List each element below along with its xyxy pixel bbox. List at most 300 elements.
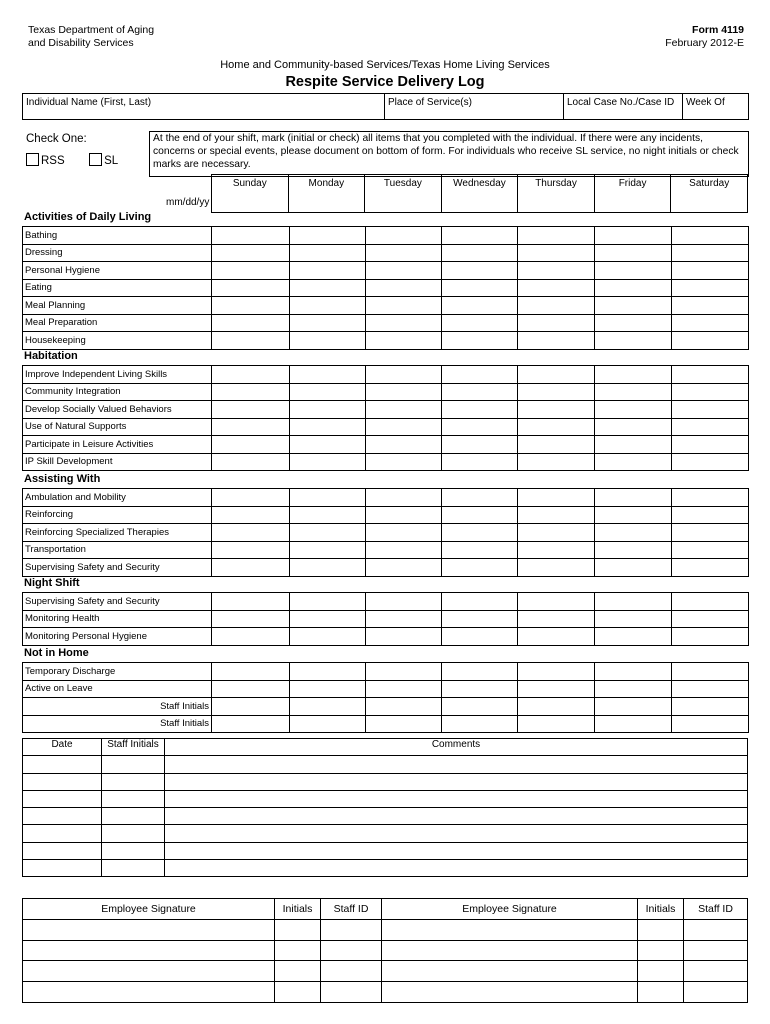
- comment-row: [23, 756, 748, 773]
- day-entry-cell[interactable]: [518, 453, 595, 471]
- day-entry-cell[interactable]: [672, 262, 749, 280]
- day-entry-cell[interactable]: [672, 715, 749, 733]
- signature-cell[interactable]: [382, 961, 638, 982]
- initials-header-2: Initials: [638, 899, 684, 920]
- comment-initials-cell[interactable]: [102, 790, 165, 807]
- day-entry-cell[interactable]: [595, 489, 672, 507]
- day-entry-cell[interactable]: [595, 506, 672, 524]
- activity-row: [23, 279, 749, 297]
- agency-line-1: Texas Department of Aging: [28, 24, 155, 36]
- day-entry-cell[interactable]: [366, 297, 442, 315]
- day-entry-cell[interactable]: [595, 244, 672, 262]
- comment-initials-cell[interactable]: [102, 825, 165, 842]
- day-entry-cell[interactable]: [290, 262, 366, 280]
- day-entry-cell[interactable]: [442, 262, 518, 280]
- day-entry-cell[interactable]: [518, 227, 595, 245]
- activity-label: IP Skill Development: [23, 453, 212, 471]
- comment-date-cell[interactable]: [23, 773, 102, 790]
- comment-initials-cell[interactable]: [102, 808, 165, 825]
- day-entry-cell[interactable]: [366, 680, 442, 698]
- comment-initials-cell[interactable]: [102, 842, 165, 859]
- day-entry-cell[interactable]: [672, 698, 749, 716]
- day-entry-cell[interactable]: [595, 418, 672, 436]
- day-entry-cell[interactable]: [442, 628, 518, 646]
- day-entry-cell[interactable]: [366, 593, 442, 611]
- activity-row: [23, 366, 749, 384]
- day-entry-cell[interactable]: [518, 524, 595, 542]
- day-entry-cell[interactable]: [518, 680, 595, 698]
- initials-cell[interactable]: [275, 919, 321, 940]
- comment-initials-cell[interactable]: [102, 773, 165, 790]
- day-entry-cell[interactable]: [672, 401, 749, 419]
- day-entry-cell[interactable]: [518, 559, 595, 577]
- day-entry-cell[interactable]: [290, 610, 366, 628]
- day-entry-cell[interactable]: [366, 418, 442, 436]
- day-entry-cell[interactable]: [290, 698, 366, 716]
- day-entry-cell[interactable]: [212, 244, 290, 262]
- day-entry-cell[interactable]: [212, 559, 290, 577]
- day-entry-cell[interactable]: [366, 628, 442, 646]
- initials-cell[interactable]: [275, 961, 321, 982]
- day-entry-cell[interactable]: [442, 227, 518, 245]
- sl-option[interactable]: [89, 155, 118, 167]
- staff-id-header-1: Staff ID: [321, 899, 382, 920]
- form-date: February 2012-E: [665, 37, 744, 49]
- day-entry-cell[interactable]: [290, 401, 366, 419]
- day-entry-cell[interactable]: [212, 453, 290, 471]
- day-entry-cell[interactable]: [290, 541, 366, 559]
- day-entry-cell[interactable]: [672, 489, 749, 507]
- day-entry-cell[interactable]: [518, 297, 595, 315]
- day-entry-cell[interactable]: [212, 489, 290, 507]
- comment-date-cell[interactable]: [23, 808, 102, 825]
- day-entry-cell[interactable]: [290, 524, 366, 542]
- day-entry-cell[interactable]: [595, 610, 672, 628]
- day-entry-cell[interactable]: [672, 506, 749, 524]
- initials-cell[interactable]: [638, 940, 684, 961]
- signature-cell[interactable]: [23, 961, 275, 982]
- day-entry-cell[interactable]: [442, 366, 518, 384]
- day-entry-cell[interactable]: [442, 715, 518, 733]
- day-entry-cell[interactable]: [595, 593, 672, 611]
- day-entry-cell[interactable]: [672, 628, 749, 646]
- day-entry-cell[interactable]: [442, 541, 518, 559]
- day-entry-cell[interactable]: [595, 436, 672, 454]
- comment-text-cell[interactable]: [165, 756, 748, 773]
- day-entry-cell[interactable]: [595, 663, 672, 681]
- day-entry-cell[interactable]: [366, 610, 442, 628]
- day-entry-cell[interactable]: [290, 680, 366, 698]
- day-entry-cell[interactable]: [366, 401, 442, 419]
- day-entry-cell[interactable]: [366, 524, 442, 542]
- day-entry-cell[interactable]: [366, 663, 442, 681]
- day-entry-cell[interactable]: [595, 297, 672, 315]
- day-entry-cell[interactable]: [366, 366, 442, 384]
- day-entry-cell[interactable]: [366, 489, 442, 507]
- day-entry-cell[interactable]: [290, 279, 366, 297]
- day-entry-cell[interactable]: [518, 663, 595, 681]
- day-entry-cell[interactable]: [366, 715, 442, 733]
- employee-signature-header-2: Employee Signature: [382, 899, 638, 920]
- day-entry-cell[interactable]: [442, 524, 518, 542]
- day-entry-cell[interactable]: [290, 366, 366, 384]
- day-saturday[interactable]: Saturday: [671, 175, 748, 213]
- activity-label: Housekeeping: [23, 332, 212, 350]
- activity-row: [23, 332, 749, 350]
- day-entry-cell[interactable]: [518, 506, 595, 524]
- night-shift-grid: [22, 592, 749, 646]
- day-entry-cell[interactable]: [672, 453, 749, 471]
- day-entry-cell[interactable]: [212, 698, 290, 716]
- section-title-assisting: Assisting With: [24, 473, 101, 485]
- day-entry-cell[interactable]: [290, 715, 366, 733]
- day-entry-cell[interactable]: [212, 541, 290, 559]
- day-entry-cell[interactable]: [518, 332, 595, 350]
- activity-label: Bathing: [23, 227, 212, 245]
- sl-label: SL: [104, 155, 119, 167]
- day-thursday[interactable]: Thursday: [518, 175, 595, 213]
- staff-id-header-2: Staff ID: [684, 899, 748, 920]
- day-entry-cell[interactable]: [595, 279, 672, 297]
- day-entry-cell[interactable]: [672, 279, 749, 297]
- comment-date-cell[interactable]: [23, 825, 102, 842]
- day-entry-cell[interactable]: [518, 401, 595, 419]
- day-entry-cell[interactable]: [366, 279, 442, 297]
- rss-checkbox[interactable]: [26, 153, 39, 166]
- day-entry-cell[interactable]: [442, 680, 518, 698]
- day-entry-cell[interactable]: [366, 506, 442, 524]
- day-entry-cell[interactable]: [290, 418, 366, 436]
- day-header-table: [211, 174, 748, 213]
- day-entry-cell[interactable]: [595, 332, 672, 350]
- staff-id-cell[interactable]: [321, 961, 382, 982]
- day-entry-cell[interactable]: [290, 559, 366, 577]
- signature-cell[interactable]: [382, 982, 638, 1003]
- day-entry-cell[interactable]: [366, 332, 442, 350]
- activity-row: [23, 436, 749, 454]
- activity-row: [23, 593, 749, 611]
- signature-cell[interactable]: [382, 919, 638, 940]
- day-entry-cell[interactable]: [366, 227, 442, 245]
- employee-signature-header-1: Employee Signature: [23, 899, 275, 920]
- day-entry-cell[interactable]: [672, 227, 749, 245]
- day-entry-cell[interactable]: [672, 663, 749, 681]
- day-entry-cell[interactable]: [595, 559, 672, 577]
- day-entry-cell[interactable]: [672, 383, 749, 401]
- day-entry-cell[interactable]: [366, 453, 442, 471]
- day-entry-cell[interactable]: [212, 383, 290, 401]
- day-entry-cell[interactable]: [518, 541, 595, 559]
- day-entry-cell[interactable]: [212, 506, 290, 524]
- activity-label: Active on Leave: [23, 680, 212, 698]
- activity-row: [23, 663, 749, 681]
- day-entry-cell[interactable]: [518, 489, 595, 507]
- signature-cell[interactable]: [23, 982, 275, 1003]
- activity-row: [23, 628, 749, 646]
- day-entry-cell[interactable]: [442, 593, 518, 611]
- comment-date-cell[interactable]: [23, 842, 102, 859]
- comments-table: [22, 738, 748, 877]
- signature-row: [23, 919, 748, 940]
- activity-label: Participate in Leisure Activities: [23, 436, 212, 454]
- individual-name-field[interactable]: [23, 94, 385, 120]
- activity-row: [23, 401, 749, 419]
- staff-id-cell[interactable]: [684, 940, 748, 961]
- activity-label: Staff Initials: [23, 698, 212, 716]
- day-entry-cell[interactable]: [672, 593, 749, 611]
- not-in-home-grid: [22, 662, 749, 733]
- day-entry-cell[interactable]: [672, 418, 749, 436]
- day-entry-cell[interactable]: [672, 610, 749, 628]
- place-of-service-field[interactable]: [385, 94, 564, 120]
- day-entry-cell[interactable]: [290, 314, 366, 332]
- day-entry-cell[interactable]: [442, 436, 518, 454]
- staff-id-cell[interactable]: [321, 982, 382, 1003]
- day-entry-cell[interactable]: [595, 680, 672, 698]
- day-entry-cell[interactable]: [212, 524, 290, 542]
- day-entry-cell[interactable]: [518, 366, 595, 384]
- day-entry-cell[interactable]: [672, 366, 749, 384]
- activity-row: [23, 524, 749, 542]
- comments-initials-header: Staff Initials: [102, 739, 165, 756]
- activity-row: [23, 610, 749, 628]
- day-entry-cell[interactable]: [442, 332, 518, 350]
- day-entry-cell[interactable]: [442, 559, 518, 577]
- day-entry-cell[interactable]: [366, 559, 442, 577]
- day-entry-cell[interactable]: [290, 593, 366, 611]
- day-entry-cell[interactable]: [672, 297, 749, 315]
- day-entry-cell[interactable]: [442, 279, 518, 297]
- date-format-label: mm/dd/yy: [166, 197, 210, 208]
- initials-cell[interactable]: [638, 982, 684, 1003]
- day-entry-cell[interactable]: [442, 383, 518, 401]
- habitation-grid: [22, 365, 749, 471]
- day-entry-cell[interactable]: [595, 383, 672, 401]
- initials-cell[interactable]: [275, 940, 321, 961]
- day-entry-cell[interactable]: [212, 366, 290, 384]
- activity-label: Supervising Safety and Security: [23, 593, 212, 611]
- activity-row: [23, 314, 749, 332]
- day-entry-cell[interactable]: [366, 244, 442, 262]
- day-entry-cell[interactable]: [518, 715, 595, 733]
- instructions-box: At the end of your shift, mark (initial or check) all items that you completed with the individual. If there were any incidents, concerns or special events, please document on bottom of form. For individuals who receive SL service, no night initials or check marks are necessary.: [149, 131, 749, 177]
- signature-cell[interactable]: [23, 940, 275, 961]
- comment-text-cell[interactable]: [165, 842, 748, 859]
- day-entry-cell[interactable]: [442, 453, 518, 471]
- day-entry-cell[interactable]: [672, 680, 749, 698]
- day-friday[interactable]: Friday: [594, 175, 671, 213]
- activity-row: [23, 383, 749, 401]
- day-entry-cell[interactable]: [442, 401, 518, 419]
- comment-text-cell[interactable]: [165, 790, 748, 807]
- form-number: Form 4119: [692, 24, 744, 36]
- form-identifier: [665, 24, 744, 50]
- sl-checkbox[interactable]: [89, 153, 102, 166]
- day-entry-cell[interactable]: [672, 524, 749, 542]
- comment-row: [23, 790, 748, 807]
- day-entry-cell[interactable]: [442, 314, 518, 332]
- activity-row: [23, 418, 749, 436]
- activity-label: Ambulation and Mobility: [23, 489, 212, 507]
- initials-cell[interactable]: [275, 982, 321, 1003]
- day-entry-cell[interactable]: [595, 366, 672, 384]
- day-entry-cell[interactable]: [290, 506, 366, 524]
- activity-row: [23, 489, 749, 507]
- day-entry-cell[interactable]: [212, 680, 290, 698]
- day-entry-cell[interactable]: [290, 663, 366, 681]
- day-entry-cell[interactable]: [212, 314, 290, 332]
- comment-initials-cell[interactable]: [102, 756, 165, 773]
- initials-cell[interactable]: [638, 961, 684, 982]
- activity-row: [23, 715, 749, 733]
- day-entry-cell[interactable]: [366, 436, 442, 454]
- activity-label: Personal Hygiene: [23, 262, 212, 280]
- day-entry-cell[interactable]: [442, 506, 518, 524]
- activity-label: Community Integration: [23, 383, 212, 401]
- day-entry-cell[interactable]: [290, 453, 366, 471]
- day-entry-cell[interactable]: [442, 610, 518, 628]
- day-entry-cell[interactable]: [442, 244, 518, 262]
- staff-id-cell[interactable]: [684, 961, 748, 982]
- comment-text-cell[interactable]: [165, 860, 748, 877]
- day-entry-cell[interactable]: [595, 314, 672, 332]
- day-entry-cell[interactable]: [518, 244, 595, 262]
- day-entry-cell[interactable]: [518, 593, 595, 611]
- day-entry-cell[interactable]: [442, 663, 518, 681]
- initials-cell[interactable]: [638, 919, 684, 940]
- day-entry-cell[interactable]: [595, 541, 672, 559]
- signature-row: [23, 961, 748, 982]
- day-monday[interactable]: Monday: [288, 175, 365, 213]
- form-subtitle: Home and Community-based Services/Texas Home Living Services: [220, 59, 550, 71]
- case-id-field[interactable]: [564, 94, 683, 120]
- day-entry-cell[interactable]: [442, 297, 518, 315]
- comment-initials-cell[interactable]: [102, 860, 165, 877]
- day-entry-cell[interactable]: [212, 593, 290, 611]
- day-entry-cell[interactable]: [595, 715, 672, 733]
- staff-id-cell[interactable]: [321, 940, 382, 961]
- comment-row: [23, 860, 748, 877]
- activity-label: Use of Natural Supports: [23, 418, 212, 436]
- signature-cell[interactable]: [382, 940, 638, 961]
- day-entry-cell[interactable]: [595, 628, 672, 646]
- day-entry-cell[interactable]: [212, 262, 290, 280]
- day-entry-cell[interactable]: [672, 559, 749, 577]
- day-entry-cell[interactable]: [518, 628, 595, 646]
- day-entry-cell[interactable]: [366, 383, 442, 401]
- activity-row: [23, 262, 749, 280]
- day-wednesday[interactable]: Wednesday: [441, 175, 518, 213]
- activity-label: Meal Preparation: [23, 314, 212, 332]
- activity-label: Staff Initials: [23, 715, 212, 733]
- signatures-table: [22, 898, 748, 1003]
- comment-text-cell[interactable]: [165, 808, 748, 825]
- rss-option[interactable]: [26, 155, 65, 167]
- day-entry-cell[interactable]: [212, 663, 290, 681]
- day-entry-cell[interactable]: [212, 715, 290, 733]
- day-entry-cell[interactable]: [212, 418, 290, 436]
- comment-date-cell[interactable]: [23, 790, 102, 807]
- day-entry-cell[interactable]: [518, 262, 595, 280]
- activity-row: [23, 453, 749, 471]
- day-entry-cell[interactable]: [672, 314, 749, 332]
- day-entry-cell[interactable]: [518, 383, 595, 401]
- day-entry-cell[interactable]: [518, 698, 595, 716]
- day-entry-cell[interactable]: [212, 436, 290, 454]
- day-entry-cell[interactable]: [290, 244, 366, 262]
- day-entry-cell[interactable]: [672, 436, 749, 454]
- day-entry-cell[interactable]: [212, 297, 290, 315]
- comment-text-cell[interactable]: [165, 825, 748, 842]
- day-entry-cell[interactable]: [366, 314, 442, 332]
- day-entry-cell[interactable]: [290, 297, 366, 315]
- day-entry-cell[interactable]: [672, 332, 749, 350]
- day-entry-cell[interactable]: [672, 541, 749, 559]
- day-entry-cell[interactable]: [595, 262, 672, 280]
- day-entry-cell[interactable]: [366, 698, 442, 716]
- day-entry-cell[interactable]: [595, 227, 672, 245]
- rss-label: RSS: [41, 155, 65, 167]
- day-entry-cell[interactable]: [212, 610, 290, 628]
- day-entry-cell[interactable]: [518, 436, 595, 454]
- day-entry-cell[interactable]: [290, 332, 366, 350]
- day-entry-cell[interactable]: [518, 314, 595, 332]
- day-entry-cell[interactable]: [442, 418, 518, 436]
- activity-row: [23, 680, 749, 698]
- week-of-field[interactable]: [683, 94, 749, 120]
- staff-id-cell[interactable]: [321, 919, 382, 940]
- signature-cell[interactable]: [23, 919, 275, 940]
- day-entry-cell[interactable]: [290, 383, 366, 401]
- section-title-adl: Activities of Daily Living: [24, 211, 152, 223]
- signature-row: [23, 940, 748, 961]
- comment-date-cell[interactable]: [23, 860, 102, 877]
- day-entry-cell[interactable]: [366, 262, 442, 280]
- day-entry-cell[interactable]: [518, 610, 595, 628]
- activity-label: Improve Independent Living Skills: [23, 366, 212, 384]
- day-entry-cell[interactable]: [290, 436, 366, 454]
- day-entry-cell[interactable]: [595, 453, 672, 471]
- day-entry-cell[interactable]: [518, 418, 595, 436]
- day-entry-cell[interactable]: [366, 541, 442, 559]
- day-tuesday[interactable]: Tuesday: [365, 175, 442, 213]
- day-sunday[interactable]: Sunday: [212, 175, 289, 213]
- day-entry-cell[interactable]: [672, 244, 749, 262]
- day-entry-cell[interactable]: [212, 401, 290, 419]
- day-entry-cell[interactable]: [212, 332, 290, 350]
- day-entry-cell[interactable]: [290, 489, 366, 507]
- day-entry-cell[interactable]: [518, 279, 595, 297]
- comment-text-cell[interactable]: [165, 773, 748, 790]
- assisting-grid: [22, 488, 749, 577]
- comment-date-cell[interactable]: [23, 756, 102, 773]
- day-entry-cell[interactable]: [442, 489, 518, 507]
- day-entry-cell[interactable]: [212, 628, 290, 646]
- day-entry-cell[interactable]: [595, 524, 672, 542]
- staff-id-cell[interactable]: [684, 982, 748, 1003]
- day-entry-cell[interactable]: [290, 227, 366, 245]
- day-entry-cell[interactable]: [212, 227, 290, 245]
- day-entry-cell[interactable]: [212, 279, 290, 297]
- agency-line-2: and Disability Services: [28, 37, 134, 49]
- form-title: Respite Service Delivery Log: [285, 74, 485, 90]
- day-entry-cell[interactable]: [442, 698, 518, 716]
- day-entry-cell[interactable]: [290, 628, 366, 646]
- staff-id-cell[interactable]: [684, 919, 748, 940]
- day-entry-cell[interactable]: [595, 401, 672, 419]
- day-entry-cell[interactable]: [595, 698, 672, 716]
- comment-row: [23, 842, 748, 859]
